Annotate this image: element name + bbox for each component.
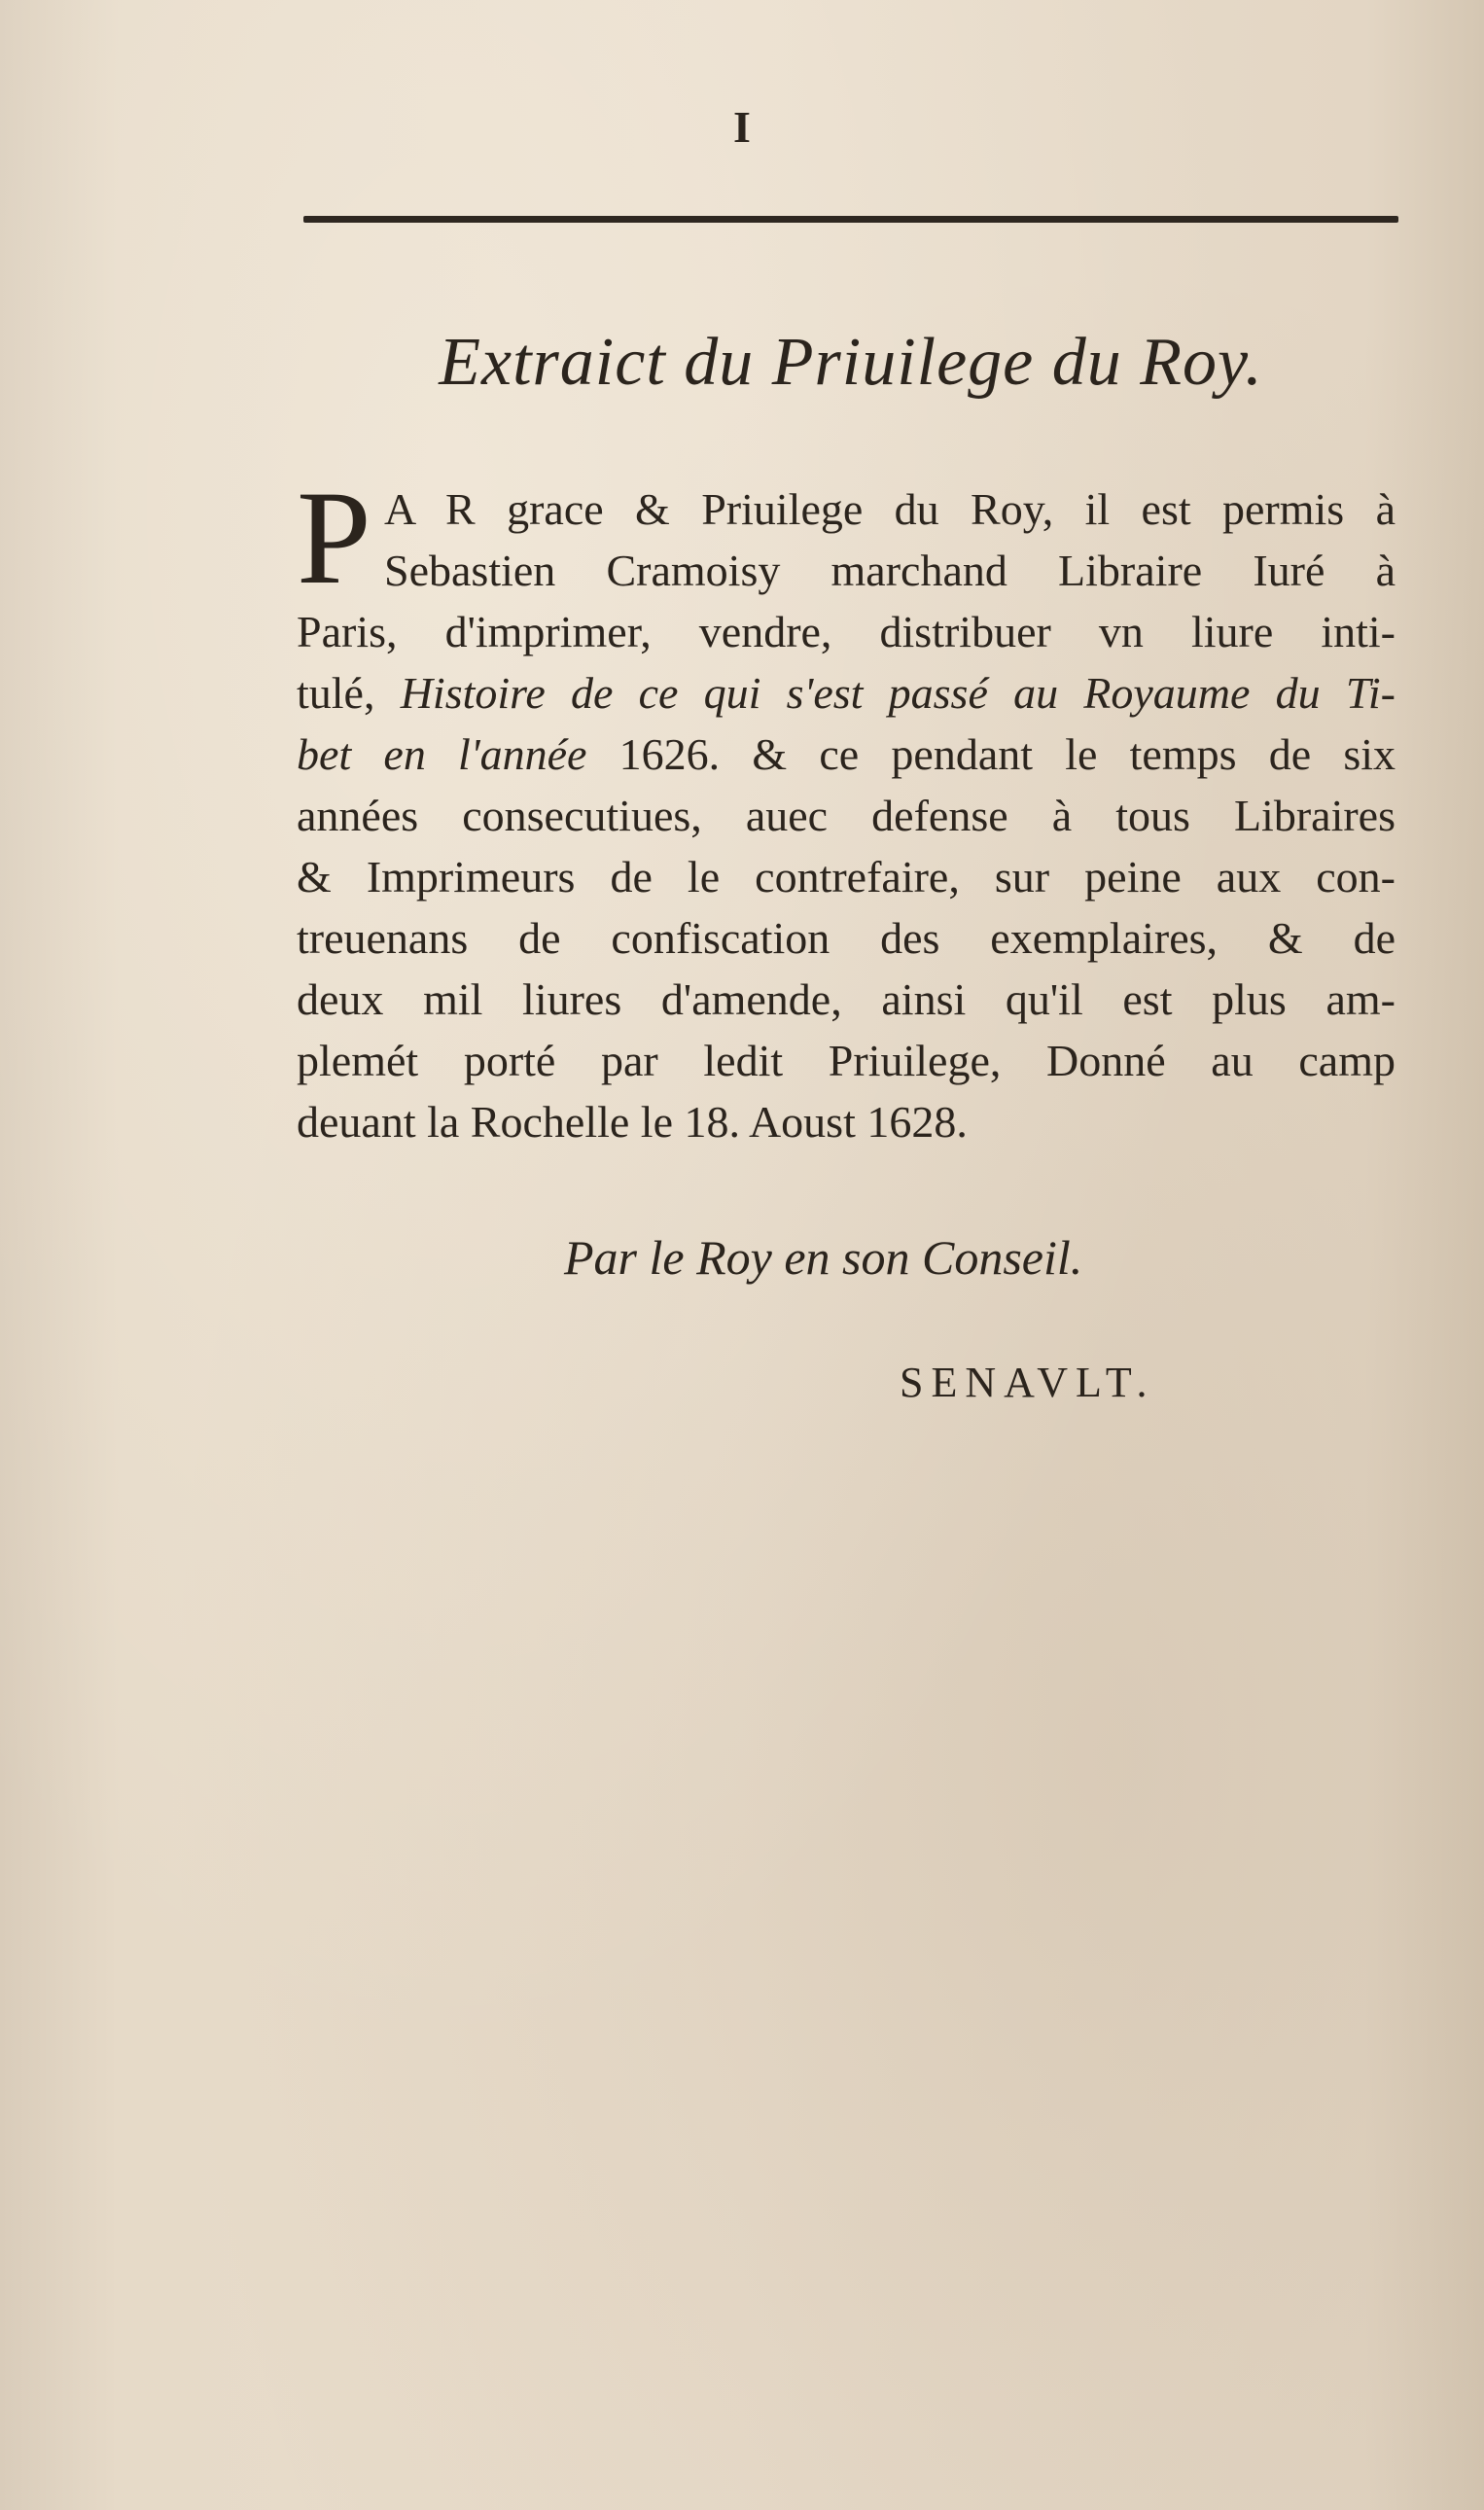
signer-name: SENAVLT. xyxy=(900,1359,1155,1406)
text-line: deuant la Rochelle le 18. Aoust 1628. xyxy=(297,1097,968,1147)
drop-cap: P xyxy=(297,463,371,612)
page-number: I xyxy=(733,102,751,152)
book-title-segment: bet en l'année xyxy=(297,729,587,779)
text-line xyxy=(297,662,1396,724)
text-line: & Imprimeurs de le contrefaire, sur peine aux con- xyxy=(297,852,1396,901)
text-segment: tulé, xyxy=(297,668,401,718)
text-line: plemét porté par ledit Priuilege, Donné au camp xyxy=(297,1036,1396,1085)
text-line: Paris, d'imprimer, vendre, distribuer vn liure inti- xyxy=(297,607,1396,656)
text-line: A R grace & Priuilege du Roy, il est permis à xyxy=(384,484,1396,534)
privilege-text xyxy=(297,478,1396,1152)
header-rule xyxy=(303,216,1398,223)
page-heading: Extraict du Priuilege du Roy. xyxy=(439,325,1263,400)
book-title-segment: Histoire de ce qui s'est passé au Royaume du Ti- xyxy=(400,668,1396,718)
text-segment: 1626. & ce pendant le temps de six xyxy=(586,729,1396,779)
text-line: deux mil liures d'amende, ainsi qu'il est plus am- xyxy=(297,974,1396,1024)
text-line xyxy=(297,724,1396,785)
signature-line: Par le Roy en son Conseil. xyxy=(564,1230,1083,1285)
text-line: années consecutiues, auec defense à tous Libraires xyxy=(297,791,1396,840)
text-line: Sebastien Cramoisy marchand Libraire Iuré à xyxy=(384,546,1396,595)
text-line: treuenans de confiscation des exemplaires, & de xyxy=(297,913,1396,963)
